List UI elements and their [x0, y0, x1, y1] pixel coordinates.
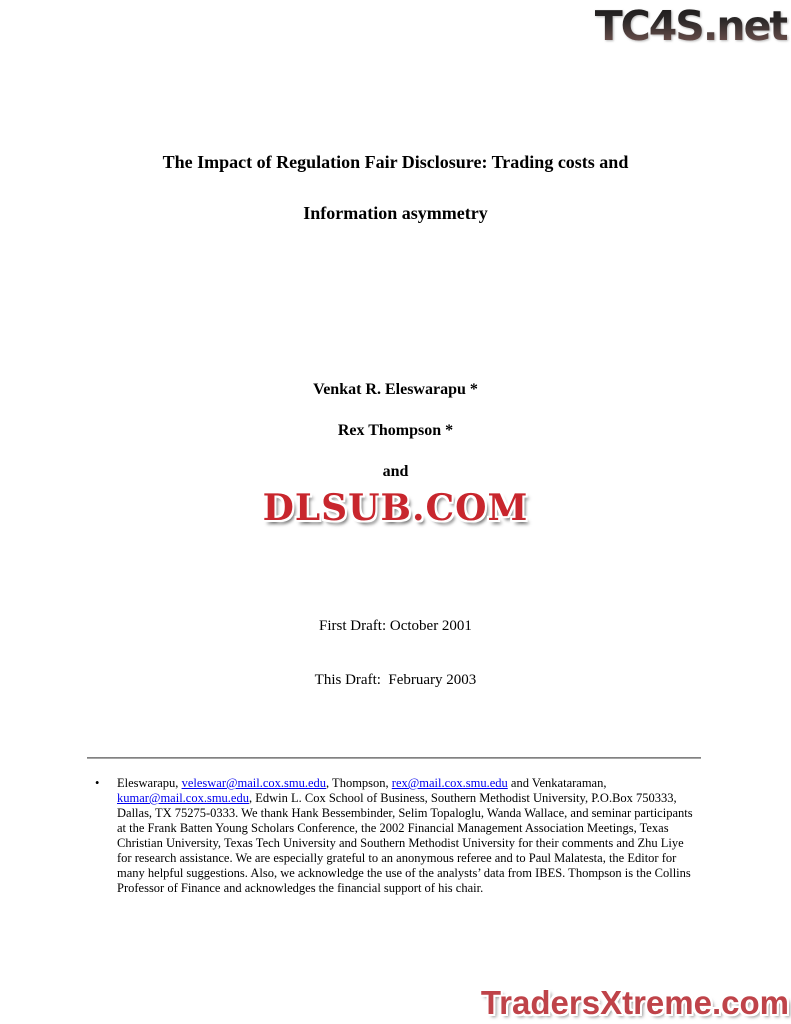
- dlsub-watermark-text: DLSUB.COM: [262, 487, 529, 529]
- email-link-kumar[interactable]: kumar@mail.cox.smu.edu: [117, 791, 249, 805]
- footnote-segment: , Thompson,: [326, 776, 392, 790]
- footnote-segment: and Venkataraman,: [507, 776, 607, 790]
- email-link-veleswar[interactable]: veleswar@mail.cox.smu.edu: [181, 776, 327, 790]
- footnote-text: [117, 776, 693, 896]
- footnote-separator-rule: [87, 757, 701, 759]
- draft-dates: [0, 581, 791, 725]
- dlsub-watermark-logo: [0, 487, 791, 529]
- footnote-segment: , Edwin L. Cox School of Business, Southern Methodist University, P.O.Box 750333, Dallas, TX 75275-0333. We thank Hank Bessembinder, Selim Topaloglu, Wanda Wallace, and seminar participants at the Frank Batten Young Scholars Conference, the 2002 Financial Management Association Meetings, Texas Christian University, Texas Tech University and Southern Methodist University for their comments and Zhu Liye for research assistance. We are especially grateful to an anonymous referee and to Paul Malatesta, the Editor for many helpful suggestions. Also, we acknowledge the use of the analysts’ data from IBES. Thompson is the Collins Professor of Finance and acknowledges the financial support of his chair.: [117, 791, 693, 895]
- tc4s-watermark-logo: TC4S.net: [594, 2, 787, 50]
- this-draft-date: This Draft: February 2003: [314, 672, 477, 688]
- author-name-thompson: Rex Thompson *: [337, 422, 454, 439]
- paper-title: [0, 152, 791, 224]
- paper-title-line2: Information asymmetry: [303, 203, 488, 223]
- footnote-bullet: •: [95, 776, 100, 790]
- first-draft-date: First Draft: October 2001: [319, 618, 472, 634]
- tradersxtreme-watermark-logo: TradersXtreme.com: [480, 984, 789, 1021]
- and-label: and: [382, 463, 409, 480]
- footnote: [95, 776, 693, 896]
- footnote-segment: Eleswarapu,: [117, 776, 182, 790]
- author-name-eleswarapu: Venkat R. Eleswarapu *: [313, 381, 478, 398]
- paper-title-line1: The Impact of Regulation Fair Disclosure: Trading costs and: [162, 152, 629, 172]
- email-link-rex[interactable]: rex@mail.cox.smu.edu: [391, 776, 508, 790]
